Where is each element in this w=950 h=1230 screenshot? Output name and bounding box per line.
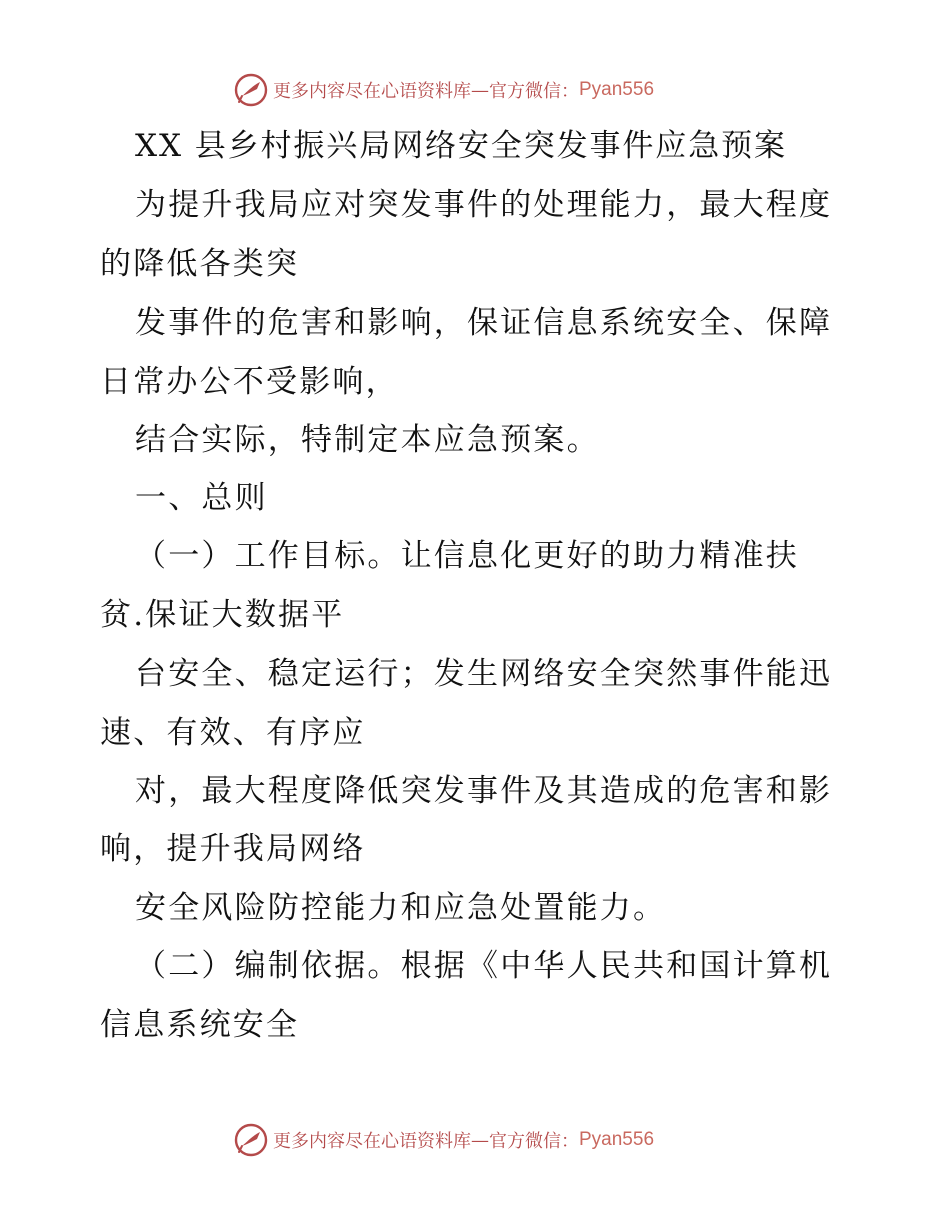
watermark-wechat-id: Pyan556 [579, 79, 655, 100]
paragraph-line: 对，最大程度降低突发事件及其造成的危害和影 [135, 773, 833, 809]
watermark-text: 更多内容尽在心语资料库 [273, 1131, 471, 1152]
paragraph-line: 的降低各类突 [100, 246, 300, 282]
paragraph-line: 结合实际，特制定本应急预案。 [135, 422, 600, 458]
watermark-wechat-label: 官方微信： [489, 1131, 579, 1152]
header-watermark [233, 72, 654, 108]
paragraph-line: 信息系统安全 [100, 1007, 300, 1043]
paragraph-line: 贫.保证大数据平 [100, 597, 345, 633]
paragraph-line: 发事件的危害和影响，保证信息系统安全、保障 [135, 305, 833, 341]
paragraph-line: （一）工作目标。让信息化更好的助力精准扶 [135, 538, 799, 574]
paragraph-line: 速、有效、有序应 [100, 715, 366, 751]
paragraph-line: 为提升我局应对突发事件的处理能力，最大程度 [135, 187, 833, 223]
watermark-wechat-label: 官方微信： [489, 81, 579, 102]
paragraph-line: 台安全、稳定运行；发生网络安全突然事件能迅 [135, 656, 833, 692]
footer-watermark [233, 1122, 654, 1158]
watermark-text: 更多内容尽在心语资料库 [273, 81, 471, 102]
document-title: XX 县乡村振兴局网络安全突发事件应急预案 [135, 128, 787, 164]
section-heading: 一、总则 [135, 480, 268, 516]
watermark-separator: — [471, 79, 489, 101]
paragraph-line: 响，提升我局网络 [100, 831, 366, 867]
pen-nib-logo-icon [233, 72, 269, 108]
paragraph-line: 日常办公不受影响， [100, 364, 399, 400]
pen-nib-logo-icon [233, 1122, 269, 1158]
watermark-separator: — [471, 1129, 489, 1151]
watermark-wechat-id: Pyan556 [579, 1129, 655, 1150]
paragraph-line: （二）编制依据。根据《中华人民共和国计算机 [135, 948, 833, 984]
paragraph-line: 安全风险防控能力和应急处置能力。 [135, 890, 667, 926]
